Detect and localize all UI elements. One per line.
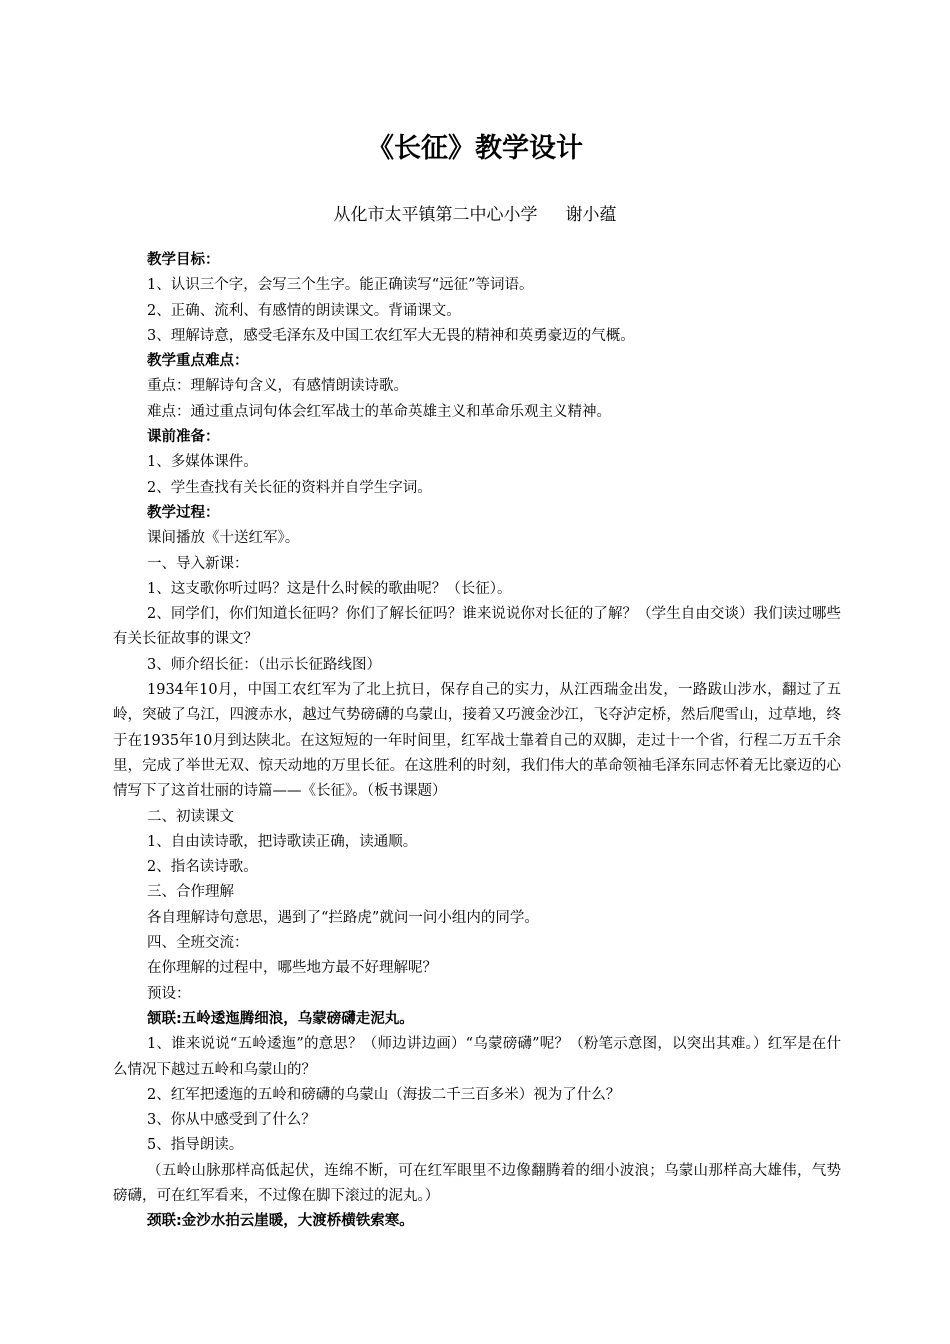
poem-couplet-heading: 颔联:五岭逶迤腾细浪，乌蒙磅礴走泥丸。 bbox=[147, 1010, 414, 1027]
section-heading: 教学目标： bbox=[147, 252, 220, 268]
author-name: 谢小蕴 bbox=[565, 205, 617, 225]
text-line: 重点：理解诗句含义，有感情朗读诗歌。 bbox=[147, 378, 408, 395]
text-line: 5、指导朗读。 bbox=[147, 1137, 244, 1154]
section-heading: 教学重点难点： bbox=[147, 353, 249, 370]
text-line: 二、初读课文 bbox=[147, 808, 234, 825]
text-line: 四、全班交流： bbox=[147, 935, 249, 952]
text-line: 3、你从中感受到了什么？ bbox=[147, 1112, 316, 1129]
document-title: 《长征》教学设计 bbox=[367, 133, 583, 164]
author-school: 从化市太平镇第二中心小学 bbox=[333, 205, 538, 225]
text-line: 2、学生查找有关长征的资料并自学生字词。 bbox=[147, 479, 432, 496]
text-line: 课间播放《十送红军》。 bbox=[147, 530, 300, 547]
text-line: 预设： bbox=[147, 985, 191, 1002]
text-paragraph: 1934年10月，中国工农红军为了北上抗日，保存自己的实力，从江西瑞金出发，一路跋山涉水，翻过了五岭，突破了乌江，四渡赤水，越过气势磅礴的乌蒙山，接着又巧渡金沙江，飞夺泸定桥，然后爬雪山，过草地，终于在1935年10月到达陕北。在这短短的一年时间里，红军战士靠着自己的双脚，走过十一个省，行程二万五千余里，完成了举世无双、惊天动地的万里长征。在这胜利的时刻，我们伟大的革命领袖毛泽东同志怀着无比豪迈的心情写下了这首壮丽的诗篇——《长征》。（板书课题） bbox=[113, 682, 841, 800]
text-line: 1、自由读诗歌，把诗歌读正确，读通顺。 bbox=[147, 833, 418, 850]
section-heading: 教学过程： bbox=[147, 504, 220, 521]
text-line: 一、导入新课： bbox=[147, 555, 249, 572]
text-line: 难点：通过重点词句体会红军战士的革命英雄主义和革命乐观主义精神。 bbox=[147, 403, 611, 420]
text-paragraph: （五岭山脉那样高低起伏，连绵不断，可在红军眼里不边像翻腾着的细小波浪；乌蒙山那样高大雄伟，气势磅礴，可在红军看来，不过像在脚下滚过的泥丸。） bbox=[113, 1162, 841, 1204]
text-line: 3、理解诗意，感受毛泽东及中国工农红军大无畏的精神和英勇豪迈的气概。 bbox=[147, 327, 635, 344]
section-heading: 课前准备： bbox=[147, 429, 220, 446]
poem-couplet-heading: 颈联:金沙水拍云崖暖，大渡桥横铁索寒。 bbox=[147, 1213, 414, 1230]
text-line: 3、师介绍长征：（出示长征路线图） bbox=[147, 656, 381, 673]
text-line: 2、正确、流利、有感情的朗读课文。背诵课文。 bbox=[147, 302, 461, 319]
text-line: 三、合作理解 bbox=[147, 884, 234, 901]
text-line: 2、红军把逶迤的五岭和磅礴的乌蒙山（海拔二千三百多米）视为了什么？ bbox=[147, 1086, 621, 1103]
text-line: 1、多媒体课件。 bbox=[147, 454, 258, 471]
text-line: 2、指名读诗歌。 bbox=[147, 859, 258, 876]
document-body bbox=[113, 248, 841, 1235]
text-paragraph: 1、谁来说说“五岭逶迤”的意思？（师边讲边画）“乌蒙磅礴”呢？（粉笔示意图，以突出其难。）红军是在什么情况下越过五岭和乌蒙山的？ bbox=[113, 1036, 841, 1078]
text-line: 1、这支歌你听过吗？这是什么时候的歌曲呢？（长征）。 bbox=[147, 580, 512, 597]
text-line: 各自理解诗句意思，遇到了“拦路虎”就问一问小组内的同学。 bbox=[147, 909, 539, 926]
text-line: 1、认识三个字，会写三个生字。能正确读写“远征”等词语。 bbox=[147, 277, 534, 294]
text-paragraph: 2、同学们，你们知道长征吗？你们了解长征吗？谁来说说你对长征的了解？（学生自由交谈）我们读过哪些有关长征故事的课文？ bbox=[113, 606, 841, 648]
author-line bbox=[0, 203, 950, 227]
text-line: 在你理解的过程中，哪些地方最不好理解呢？ bbox=[147, 960, 437, 977]
